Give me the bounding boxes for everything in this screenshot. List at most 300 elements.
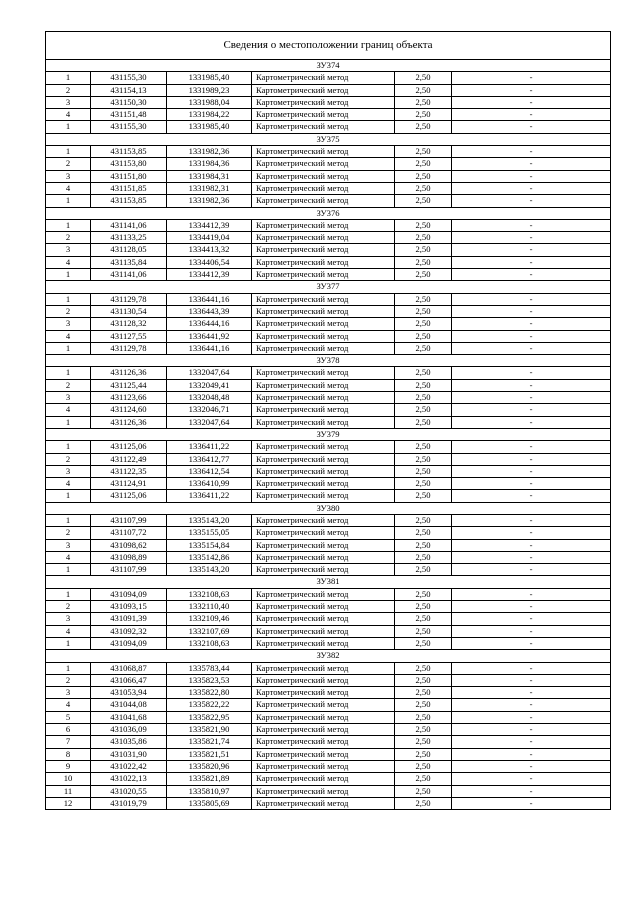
- method-cell: Картометрический метод: [252, 551, 395, 563]
- coord-x-cell: 431129,78: [91, 293, 167, 305]
- coord-x-cell: 431151,80: [91, 170, 167, 182]
- method-cell: Картометрический метод: [252, 514, 395, 526]
- note-cell: -: [452, 514, 611, 526]
- table-row: [46, 711, 611, 723]
- section-header-row: [46, 60, 611, 72]
- method-cell: Картометрический метод: [252, 527, 395, 539]
- coord-y-cell: 1335823,53: [167, 674, 252, 686]
- coord-x-cell: 431150,30: [91, 96, 167, 108]
- point-number-cell: 12: [46, 797, 91, 809]
- table-row: [46, 687, 611, 699]
- point-number-cell: 6: [46, 724, 91, 736]
- section-header-row: [46, 207, 611, 219]
- accuracy-cell: 2,50: [395, 170, 452, 182]
- note-cell: -: [452, 109, 611, 121]
- method-cell: Картометрический метод: [252, 109, 395, 121]
- coord-x-cell: 431122,49: [91, 453, 167, 465]
- accuracy-cell: 2,50: [395, 293, 452, 305]
- coord-y-cell: 1335143,20: [167, 564, 252, 576]
- coord-x-cell: 431022,13: [91, 773, 167, 785]
- coord-x-cell: 431036,09: [91, 724, 167, 736]
- note-cell: -: [452, 613, 611, 625]
- table-row: [46, 182, 611, 194]
- point-number-cell: 4: [46, 551, 91, 563]
- note-cell: -: [452, 244, 611, 256]
- note-cell: -: [452, 416, 611, 428]
- point-number-cell: 4: [46, 330, 91, 342]
- coord-x-cell: 431127,55: [91, 330, 167, 342]
- coord-x-cell: 431154,13: [91, 84, 167, 96]
- note-cell: -: [452, 158, 611, 170]
- accuracy-cell: 2,50: [395, 514, 452, 526]
- accuracy-cell: 2,50: [395, 441, 452, 453]
- note-cell: -: [452, 674, 611, 686]
- method-cell: Картометрический метод: [252, 711, 395, 723]
- point-number-cell: 1: [46, 195, 91, 207]
- coord-y-cell: 1332108,63: [167, 637, 252, 649]
- point-number-cell: 3: [46, 687, 91, 699]
- method-cell: Картометрический метод: [252, 601, 395, 613]
- note-cell: -: [452, 330, 611, 342]
- boundary-table: [45, 31, 611, 810]
- table-row: [46, 96, 611, 108]
- table-row: [46, 453, 611, 465]
- accuracy-cell: 2,50: [395, 564, 452, 576]
- coord-x-cell: 431126,36: [91, 367, 167, 379]
- section-name: ЗУ379: [46, 428, 611, 440]
- method-cell: Картометрический метод: [252, 244, 395, 256]
- coord-y-cell: 1331988,04: [167, 96, 252, 108]
- note-cell: -: [452, 625, 611, 637]
- table-row: [46, 724, 611, 736]
- point-number-cell: 2: [46, 305, 91, 317]
- accuracy-cell: 2,50: [395, 219, 452, 231]
- note-cell: -: [452, 318, 611, 330]
- note-cell: -: [452, 736, 611, 748]
- point-number-cell: 4: [46, 699, 91, 711]
- coord-x-cell: 431125,06: [91, 490, 167, 502]
- coord-x-cell: 431130,54: [91, 305, 167, 317]
- coord-y-cell: 1336443,39: [167, 305, 252, 317]
- coord-y-cell: 1331982,36: [167, 146, 252, 158]
- method-cell: Картометрический метод: [252, 797, 395, 809]
- coord-x-cell: 431107,99: [91, 514, 167, 526]
- method-cell: Картометрический метод: [252, 699, 395, 711]
- coord-x-cell: 431091,39: [91, 613, 167, 625]
- note-cell: -: [452, 170, 611, 182]
- accuracy-cell: 2,50: [395, 588, 452, 600]
- coord-y-cell: 1335821,90: [167, 724, 252, 736]
- coord-y-cell: 1334412,39: [167, 269, 252, 281]
- coord-x-cell: 431098,62: [91, 539, 167, 551]
- point-number-cell: 3: [46, 539, 91, 551]
- point-number-cell: 3: [46, 318, 91, 330]
- coord-y-cell: 1335143,20: [167, 514, 252, 526]
- table-row: [46, 330, 611, 342]
- table-row: [46, 674, 611, 686]
- point-number-cell: 1: [46, 662, 91, 674]
- coord-y-cell: 1335822,95: [167, 711, 252, 723]
- point-number-cell: 2: [46, 84, 91, 96]
- coord-y-cell: 1331982,31: [167, 182, 252, 194]
- table-row: [46, 72, 611, 84]
- table-row: [46, 662, 611, 674]
- point-number-cell: 1: [46, 293, 91, 305]
- coord-x-cell: 431094,09: [91, 637, 167, 649]
- method-cell: Картометрический метод: [252, 392, 395, 404]
- coord-x-cell: 431128,32: [91, 318, 167, 330]
- point-number-cell: 2: [46, 453, 91, 465]
- table-row: [46, 736, 611, 748]
- coord-y-cell: 1336412,77: [167, 453, 252, 465]
- point-number-cell: 4: [46, 109, 91, 121]
- table-row: [46, 588, 611, 600]
- table-row: [46, 539, 611, 551]
- table-row: [46, 613, 611, 625]
- table-row: [46, 121, 611, 133]
- title-row: [46, 32, 611, 60]
- accuracy-cell: 2,50: [395, 748, 452, 760]
- accuracy-cell: 2,50: [395, 478, 452, 490]
- note-cell: -: [452, 687, 611, 699]
- note-cell: -: [452, 453, 611, 465]
- accuracy-cell: 2,50: [395, 84, 452, 96]
- accuracy-cell: 2,50: [395, 256, 452, 268]
- section-name: ЗУ381: [46, 576, 611, 588]
- point-number-cell: 3: [46, 244, 91, 256]
- coord-x-cell: 431020,55: [91, 785, 167, 797]
- point-number-cell: 1: [46, 342, 91, 354]
- coord-x-cell: 431122,35: [91, 465, 167, 477]
- note-cell: -: [452, 662, 611, 674]
- accuracy-cell: 2,50: [395, 711, 452, 723]
- method-cell: Картометрический метод: [252, 613, 395, 625]
- coord-y-cell: 1335822,80: [167, 687, 252, 699]
- accuracy-cell: 2,50: [395, 625, 452, 637]
- point-number-cell: 2: [46, 601, 91, 613]
- coord-x-cell: 431031,90: [91, 748, 167, 760]
- note-cell: -: [452, 256, 611, 268]
- note-cell: -: [452, 392, 611, 404]
- table-row: [46, 256, 611, 268]
- coord-x-cell: 431107,99: [91, 564, 167, 576]
- method-cell: Картометрический метод: [252, 736, 395, 748]
- coord-x-cell: 431155,30: [91, 72, 167, 84]
- table-row: [46, 441, 611, 453]
- note-cell: -: [452, 551, 611, 563]
- section-header-row: [46, 650, 611, 662]
- coord-x-cell: 431141,06: [91, 219, 167, 231]
- coord-y-cell: 1335155,05: [167, 527, 252, 539]
- accuracy-cell: 2,50: [395, 551, 452, 563]
- method-cell: Картометрический метод: [252, 318, 395, 330]
- method-cell: Картометрический метод: [252, 330, 395, 342]
- coord-y-cell: 1331989,23: [167, 84, 252, 96]
- coord-y-cell: 1331985,40: [167, 72, 252, 84]
- note-cell: -: [452, 121, 611, 133]
- accuracy-cell: 2,50: [395, 146, 452, 158]
- table-row: [46, 527, 611, 539]
- method-cell: Картометрический метод: [252, 305, 395, 317]
- table-row: [46, 773, 611, 785]
- boundary-table-body: [46, 32, 611, 810]
- accuracy-cell: 2,50: [395, 613, 452, 625]
- table-row: [46, 601, 611, 613]
- coord-y-cell: 1335820,96: [167, 760, 252, 772]
- point-number-cell: 1: [46, 588, 91, 600]
- note-cell: -: [452, 711, 611, 723]
- table-row: [46, 232, 611, 244]
- table-row: [46, 269, 611, 281]
- method-cell: Картометрический метод: [252, 195, 395, 207]
- coord-x-cell: 431133,25: [91, 232, 167, 244]
- note-cell: -: [452, 760, 611, 772]
- coord-x-cell: 431068,87: [91, 662, 167, 674]
- point-number-cell: 2: [46, 158, 91, 170]
- coord-x-cell: 431126,36: [91, 416, 167, 428]
- coord-x-cell: 431022,42: [91, 760, 167, 772]
- coord-x-cell: 431035,86: [91, 736, 167, 748]
- note-cell: -: [452, 342, 611, 354]
- point-number-cell: 3: [46, 170, 91, 182]
- table-row: [46, 342, 611, 354]
- table-row: [46, 625, 611, 637]
- coord-y-cell: 1335142,86: [167, 551, 252, 563]
- section-header-row: [46, 133, 611, 145]
- section-name: ЗУ374: [46, 60, 611, 72]
- accuracy-cell: 2,50: [395, 724, 452, 736]
- accuracy-cell: 2,50: [395, 674, 452, 686]
- note-cell: -: [452, 465, 611, 477]
- method-cell: Картометрический метод: [252, 465, 395, 477]
- coord-x-cell: 431124,60: [91, 404, 167, 416]
- method-cell: Картометрический метод: [252, 256, 395, 268]
- table-row: [46, 158, 611, 170]
- accuracy-cell: 2,50: [395, 367, 452, 379]
- coord-x-cell: 431125,06: [91, 441, 167, 453]
- coord-x-cell: 431141,06: [91, 269, 167, 281]
- note-cell: -: [452, 379, 611, 391]
- coord-y-cell: 1336444,16: [167, 318, 252, 330]
- table-row: [46, 416, 611, 428]
- coord-x-cell: 431153,80: [91, 158, 167, 170]
- accuracy-cell: 2,50: [395, 195, 452, 207]
- coord-y-cell: 1334413,32: [167, 244, 252, 256]
- method-cell: Картометрический метод: [252, 158, 395, 170]
- accuracy-cell: 2,50: [395, 797, 452, 809]
- table-title: Сведения о местоположении границ объекта: [46, 32, 611, 60]
- table-row: [46, 797, 611, 809]
- table-row: [46, 392, 611, 404]
- coord-y-cell: 1332108,63: [167, 588, 252, 600]
- section-header-row: [46, 502, 611, 514]
- coord-y-cell: 1332046,71: [167, 404, 252, 416]
- point-number-cell: 1: [46, 219, 91, 231]
- accuracy-cell: 2,50: [395, 305, 452, 317]
- accuracy-cell: 2,50: [395, 96, 452, 108]
- method-cell: Картометрический метод: [252, 404, 395, 416]
- accuracy-cell: 2,50: [395, 539, 452, 551]
- accuracy-cell: 2,50: [395, 318, 452, 330]
- method-cell: Картометрический метод: [252, 72, 395, 84]
- method-cell: Картометрический метод: [252, 416, 395, 428]
- section-name: ЗУ377: [46, 281, 611, 293]
- point-number-cell: 2: [46, 232, 91, 244]
- table-row: [46, 637, 611, 649]
- note-cell: -: [452, 797, 611, 809]
- accuracy-cell: 2,50: [395, 158, 452, 170]
- point-number-cell: 9: [46, 760, 91, 772]
- coord-y-cell: 1335805,69: [167, 797, 252, 809]
- table-row: [46, 146, 611, 158]
- accuracy-cell: 2,50: [395, 527, 452, 539]
- point-number-cell: 4: [46, 478, 91, 490]
- accuracy-cell: 2,50: [395, 330, 452, 342]
- coord-y-cell: 1332047,64: [167, 416, 252, 428]
- coord-x-cell: 431098,89: [91, 551, 167, 563]
- coord-x-cell: 431155,30: [91, 121, 167, 133]
- coord-y-cell: 1334412,39: [167, 219, 252, 231]
- table-row: [46, 564, 611, 576]
- table-row: [46, 84, 611, 96]
- coord-y-cell: 1332048,48: [167, 392, 252, 404]
- accuracy-cell: 2,50: [395, 601, 452, 613]
- note-cell: -: [452, 293, 611, 305]
- note-cell: -: [452, 441, 611, 453]
- point-number-cell: 11: [46, 785, 91, 797]
- coord-y-cell: 1332110,40: [167, 601, 252, 613]
- table-row: [46, 514, 611, 526]
- note-cell: -: [452, 527, 611, 539]
- coord-y-cell: 1336411,22: [167, 441, 252, 453]
- coord-y-cell: 1331984,31: [167, 170, 252, 182]
- coord-y-cell: 1332049,41: [167, 379, 252, 391]
- method-cell: Картометрический метод: [252, 84, 395, 96]
- accuracy-cell: 2,50: [395, 182, 452, 194]
- coord-y-cell: 1332047,64: [167, 367, 252, 379]
- section-header-row: [46, 281, 611, 293]
- coord-y-cell: 1334406,54: [167, 256, 252, 268]
- method-cell: Картометрический метод: [252, 588, 395, 600]
- note-cell: -: [452, 269, 611, 281]
- table-row: [46, 551, 611, 563]
- point-number-cell: 1: [46, 146, 91, 158]
- method-cell: Картометрический метод: [252, 367, 395, 379]
- coord-x-cell: 431135,84: [91, 256, 167, 268]
- method-cell: Картометрический метод: [252, 724, 395, 736]
- coord-y-cell: 1335783,44: [167, 662, 252, 674]
- coord-y-cell: 1335821,74: [167, 736, 252, 748]
- accuracy-cell: 2,50: [395, 379, 452, 391]
- accuracy-cell: 2,50: [395, 404, 452, 416]
- coord-x-cell: 431093,15: [91, 601, 167, 613]
- method-cell: Картометрический метод: [252, 293, 395, 305]
- coord-x-cell: 431153,85: [91, 146, 167, 158]
- point-number-cell: 4: [46, 404, 91, 416]
- coord-y-cell: 1332107,69: [167, 625, 252, 637]
- point-number-cell: 10: [46, 773, 91, 785]
- table-row: [46, 465, 611, 477]
- coord-y-cell: 1332109,46: [167, 613, 252, 625]
- table-row: [46, 318, 611, 330]
- coord-y-cell: 1336410,99: [167, 478, 252, 490]
- method-cell: Картометрический метод: [252, 146, 395, 158]
- coord-x-cell: 431041,68: [91, 711, 167, 723]
- point-number-cell: 5: [46, 711, 91, 723]
- table-row: [46, 244, 611, 256]
- coord-x-cell: 431019,79: [91, 797, 167, 809]
- method-cell: Картометрический метод: [252, 539, 395, 551]
- method-cell: Картометрический метод: [252, 441, 395, 453]
- coord-x-cell: 431053,94: [91, 687, 167, 699]
- note-cell: -: [452, 724, 611, 736]
- coord-y-cell: 1331982,36: [167, 195, 252, 207]
- accuracy-cell: 2,50: [395, 736, 452, 748]
- section-name: ЗУ380: [46, 502, 611, 514]
- point-number-cell: 2: [46, 379, 91, 391]
- note-cell: -: [452, 748, 611, 760]
- accuracy-cell: 2,50: [395, 687, 452, 699]
- document-sheet: [45, 31, 610, 810]
- note-cell: -: [452, 490, 611, 502]
- accuracy-cell: 2,50: [395, 637, 452, 649]
- accuracy-cell: 2,50: [395, 121, 452, 133]
- accuracy-cell: 2,50: [395, 269, 452, 281]
- table-row: [46, 404, 611, 416]
- note-cell: -: [452, 773, 611, 785]
- note-cell: -: [452, 305, 611, 317]
- accuracy-cell: 2,50: [395, 392, 452, 404]
- point-number-cell: 1: [46, 121, 91, 133]
- coord-x-cell: 431125,44: [91, 379, 167, 391]
- point-number-cell: 4: [46, 256, 91, 268]
- method-cell: Картометрический метод: [252, 219, 395, 231]
- coord-y-cell: 1336411,22: [167, 490, 252, 502]
- point-number-cell: 4: [46, 625, 91, 637]
- method-cell: Картометрический метод: [252, 379, 395, 391]
- note-cell: -: [452, 84, 611, 96]
- point-number-cell: 1: [46, 72, 91, 84]
- method-cell: Картометрический метод: [252, 625, 395, 637]
- note-cell: -: [452, 564, 611, 576]
- coord-x-cell: 431151,48: [91, 109, 167, 121]
- table-row: [46, 478, 611, 490]
- table-row: [46, 748, 611, 760]
- point-number-cell: 1: [46, 416, 91, 428]
- coord-x-cell: 431092,32: [91, 625, 167, 637]
- note-cell: -: [452, 219, 611, 231]
- coord-x-cell: 431066,47: [91, 674, 167, 686]
- note-cell: -: [452, 588, 611, 600]
- point-number-cell: 7: [46, 736, 91, 748]
- point-number-cell: 2: [46, 674, 91, 686]
- section-name: ЗУ378: [46, 355, 611, 367]
- coord-x-cell: 431044,08: [91, 699, 167, 711]
- accuracy-cell: 2,50: [395, 760, 452, 772]
- accuracy-cell: 2,50: [395, 490, 452, 502]
- table-row: [46, 195, 611, 207]
- point-number-cell: 8: [46, 748, 91, 760]
- coord-y-cell: 1336441,16: [167, 293, 252, 305]
- accuracy-cell: 2,50: [395, 785, 452, 797]
- table-row: [46, 490, 611, 502]
- method-cell: Картометрический метод: [252, 170, 395, 182]
- accuracy-cell: 2,50: [395, 232, 452, 244]
- table-row: [46, 293, 611, 305]
- accuracy-cell: 2,50: [395, 453, 452, 465]
- note-cell: -: [452, 637, 611, 649]
- section-name: ЗУ382: [46, 650, 611, 662]
